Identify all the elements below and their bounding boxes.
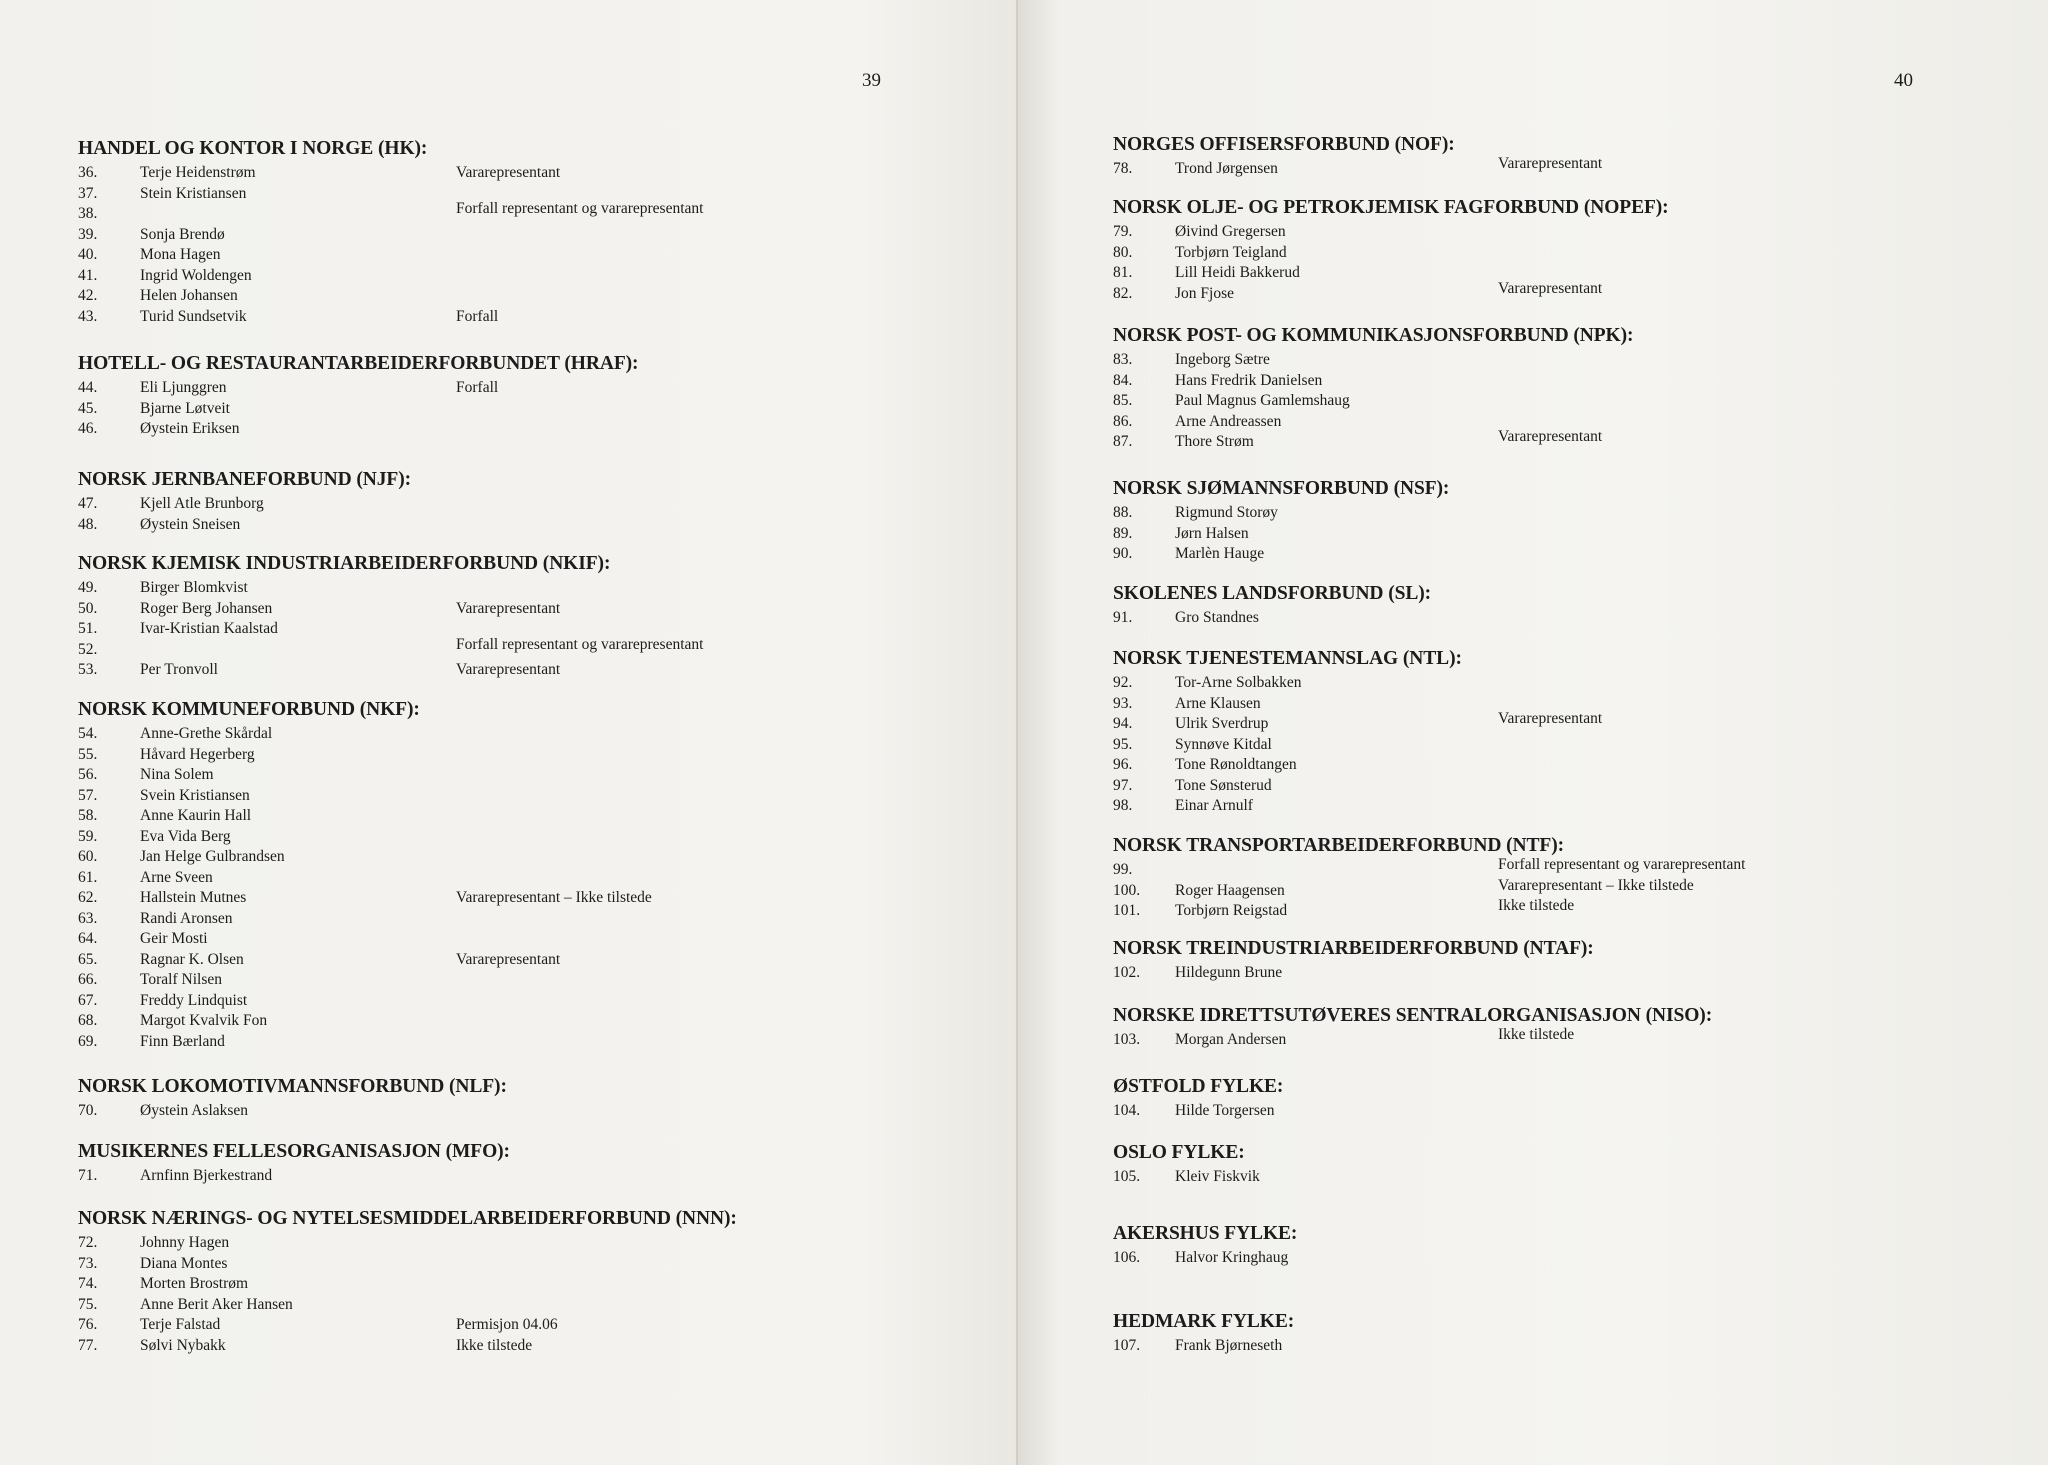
delegate-number: 85. bbox=[1113, 392, 1133, 409]
organization-section bbox=[1113, 133, 1973, 180]
delegate-number: 52. bbox=[78, 640, 98, 658]
delegate-name: Diana Montes bbox=[140, 1254, 228, 1272]
delegate-status-note: Vararepresentant bbox=[1498, 710, 1603, 727]
delegate-status-note: Vararepresentant bbox=[456, 950, 561, 968]
delegate-row bbox=[78, 1101, 938, 1122]
delegate-name: Sølvi Nybakk bbox=[140, 1336, 226, 1354]
organization-section bbox=[1113, 834, 1973, 922]
delegate-row bbox=[1113, 796, 1973, 817]
delegate-number: 39. bbox=[78, 225, 98, 243]
delegate-number: 57. bbox=[78, 786, 98, 804]
delegate-row bbox=[1113, 1167, 1973, 1188]
delegate-name: Håvard Hegerberg bbox=[140, 745, 255, 763]
section-heading: ØSTFOLD FYLKE: bbox=[1113, 1076, 1284, 1097]
delegate-name: Thore Strøm bbox=[1175, 433, 1254, 450]
delegate-name: Tor-Arne Solbakken bbox=[1175, 674, 1302, 691]
delegate-status-note: Vararepresentant – Ikke tilstede bbox=[456, 889, 652, 906]
delegate-row bbox=[78, 1166, 938, 1187]
delegate-number: 58. bbox=[78, 807, 98, 824]
delegate-name: Einar Arnulf bbox=[1175, 797, 1253, 814]
delegate-number: 68. bbox=[78, 1012, 98, 1029]
delegate-status-note: Vararepresentant bbox=[456, 164, 561, 181]
delegate-row bbox=[78, 970, 938, 991]
delegate-number: 84. bbox=[1113, 371, 1133, 389]
delegate-number: 55. bbox=[78, 745, 98, 763]
delegate-number: 81. bbox=[1113, 264, 1133, 281]
delegate-number: 106. bbox=[1113, 1249, 1141, 1266]
delegate-name: Anne Kaurin Hall bbox=[140, 807, 252, 824]
delegate-name: Johnny Hagen bbox=[140, 1234, 230, 1251]
delegate-row bbox=[78, 378, 938, 399]
delegate-name: Jørn Halsen bbox=[1175, 524, 1249, 542]
delegate-number: 66. bbox=[78, 971, 98, 988]
delegate-name: Øystein Aslaksen bbox=[140, 1102, 249, 1119]
delegate-name: Helen Johansen bbox=[140, 287, 238, 304]
delegate-number: 78. bbox=[1113, 160, 1133, 177]
delegate-row bbox=[78, 765, 938, 786]
delegate-number: 42. bbox=[78, 287, 98, 304]
delegate-row bbox=[78, 245, 938, 266]
organization-section bbox=[1113, 582, 1973, 629]
delegate-number: 75. bbox=[78, 1295, 98, 1313]
delegate-row bbox=[1113, 428, 1973, 453]
delegate-row bbox=[78, 266, 938, 287]
delegate-name: Øystein Eriksen bbox=[140, 420, 240, 437]
delegate-name: Bjarne Løtveit bbox=[140, 399, 230, 417]
organization-section bbox=[78, 468, 938, 535]
delegate-number: 46. bbox=[78, 420, 98, 437]
delegate-name: Nina Solem bbox=[140, 766, 214, 783]
delegate-number: 64. bbox=[78, 930, 98, 947]
delegate-row bbox=[78, 1254, 938, 1275]
delegate-name: Paul Magnus Gamlemshaug bbox=[1175, 392, 1350, 409]
delegate-number: 36. bbox=[78, 164, 98, 181]
delegate-name: Hallstein Mutnes bbox=[140, 889, 247, 906]
delegate-row bbox=[1113, 243, 1973, 264]
delegate-status-note: Forfall bbox=[456, 379, 499, 396]
organization-section bbox=[78, 137, 938, 327]
delegate-name: Tone Rønoldtangen bbox=[1175, 756, 1297, 773]
delegate-row bbox=[78, 1032, 938, 1053]
delegate-row bbox=[78, 724, 938, 745]
delegate-status-note: Vararepresentant bbox=[1498, 279, 1603, 297]
delegate-number: 105. bbox=[1113, 1168, 1141, 1185]
delegate-name: Morgan Andersen bbox=[1175, 1031, 1287, 1048]
delegate-name: Synnøve Kitdal bbox=[1175, 735, 1272, 753]
delegate-row bbox=[78, 200, 938, 225]
section-heading: NORSK KOMMUNEFORBUND (NKF): bbox=[78, 699, 420, 720]
delegate-name: Øystein Sneisen bbox=[140, 515, 241, 533]
delegate-name: Arne Klausen bbox=[1175, 694, 1261, 712]
delegate-row bbox=[78, 635, 938, 661]
delegate-name: Geir Mosti bbox=[140, 930, 208, 947]
organization-section bbox=[1113, 1222, 1973, 1269]
delegate-row bbox=[1113, 371, 1973, 392]
organization-section bbox=[78, 552, 938, 681]
delegate-row bbox=[78, 1315, 938, 1336]
delegate-row bbox=[78, 1233, 938, 1254]
delegate-row bbox=[1113, 963, 1973, 984]
organization-section bbox=[78, 1207, 938, 1356]
delegate-number: 40. bbox=[78, 246, 98, 263]
delegate-row bbox=[78, 419, 938, 440]
delegate-name: Turid Sundsetvik bbox=[140, 307, 247, 325]
section-heading: NORSK OLJE- OG PETROKJEMISK FAGFORBUND (NOPEF): bbox=[1113, 197, 1669, 218]
delegate-name: Øivind Gregersen bbox=[1175, 223, 1286, 240]
section-heading: NORSKE IDRETTSUTØVERES SENTRALORGANISASJON (NISO): bbox=[1113, 1005, 1713, 1026]
delegate-name: Kleiv Fiskvik bbox=[1175, 1168, 1260, 1185]
delegate-status-note: Forfall representant og vararepresentant bbox=[1498, 856, 1746, 873]
right-page bbox=[1018, 0, 2048, 1465]
delegate-row bbox=[78, 847, 938, 868]
delegate-name: Ivar-Kristian Kaalstad bbox=[140, 620, 278, 637]
delegate-name: Frank Bjørneseth bbox=[1175, 1337, 1283, 1354]
delegate-status-note: Ikke tilstede bbox=[456, 1336, 533, 1354]
delegate-number: 97. bbox=[1113, 776, 1133, 794]
organization-section bbox=[1113, 647, 1973, 817]
delegate-name: Ingrid Woldengen bbox=[140, 266, 252, 284]
delegate-row bbox=[78, 806, 938, 827]
delegate-number: 47. bbox=[78, 495, 98, 512]
delegate-number: 91. bbox=[1113, 609, 1133, 626]
delegate-row bbox=[1113, 155, 1973, 180]
organization-section bbox=[78, 1075, 938, 1122]
left-page bbox=[0, 0, 1018, 1465]
delegate-status-note: Vararepresentant bbox=[1498, 428, 1603, 445]
delegate-number: 96. bbox=[1113, 756, 1133, 773]
section-heading: MUSIKERNES FELLESORGANISASJON (MFO): bbox=[78, 1141, 510, 1162]
delegate-number: 69. bbox=[78, 1032, 98, 1050]
delegate-number: 49. bbox=[78, 579, 98, 596]
delegate-name: Per Tronvoll bbox=[140, 661, 218, 678]
delegate-number: 71. bbox=[78, 1167, 98, 1184]
section-heading: SKOLENES LANDSFORBUND (SL): bbox=[1113, 583, 1432, 604]
organization-section bbox=[78, 1140, 938, 1187]
delegate-status-note: Forfall representant og vararepresentant bbox=[456, 635, 704, 653]
delegate-number: 61. bbox=[78, 868, 98, 886]
organization-section bbox=[1113, 1310, 1973, 1357]
delegate-row bbox=[78, 1274, 938, 1295]
delegate-number: 90. bbox=[1113, 545, 1133, 562]
organization-section bbox=[1113, 477, 1973, 565]
delegate-number: 54. bbox=[78, 725, 98, 742]
delegate-number: 83. bbox=[1113, 351, 1133, 368]
delegate-name: Kjell Atle Brunborg bbox=[140, 495, 264, 512]
section-heading: HOTELL- OG RESTAURANTARBEIDERFORBUNDET (HRAF): bbox=[78, 353, 639, 374]
delegate-number: 48. bbox=[78, 515, 98, 533]
delegate-name: Roger Haagensen bbox=[1175, 881, 1285, 899]
section-heading: NORSK POST- OG KOMMUNIKASJONSFORBUND (NPK): bbox=[1113, 325, 1634, 346]
delegate-number: 102. bbox=[1113, 964, 1141, 981]
delegate-row bbox=[78, 888, 938, 909]
delegate-number: 95. bbox=[1113, 735, 1133, 753]
delegate-name: Halvor Kringhaug bbox=[1175, 1249, 1289, 1266]
section-heading: NORSK NÆRINGS- OG NYTELSESMIDDELARBEIDERFORBUND (NNN): bbox=[78, 1208, 737, 1229]
delegate-name: Torbjørn Teigland bbox=[1175, 243, 1287, 261]
delegate-row bbox=[1113, 391, 1973, 412]
section-heading: NORSK JERNBANEFORBUND (NJF): bbox=[78, 469, 412, 490]
delegate-name: Hildegunn Brune bbox=[1175, 964, 1283, 981]
delegate-row bbox=[78, 515, 938, 536]
delegate-number: 56. bbox=[78, 766, 98, 783]
delegate-name: Marlèn Hauge bbox=[1175, 545, 1265, 562]
delegate-status-note: Vararepresentant bbox=[456, 599, 561, 617]
delegate-status-note: Forfall bbox=[456, 307, 499, 325]
delegate-number: 88. bbox=[1113, 504, 1133, 521]
delegate-number: 94. bbox=[1113, 715, 1133, 732]
delegate-number: 93. bbox=[1113, 694, 1133, 712]
delegate-name: Svein Kristiansen bbox=[140, 786, 250, 804]
section-heading: HEDMARK FYLKE: bbox=[1113, 1311, 1295, 1332]
delegate-name: Jan Helge Gulbrandsen bbox=[140, 848, 285, 865]
delegate-number: 53. bbox=[78, 661, 98, 678]
delegate-name: Jon Fjose bbox=[1175, 284, 1234, 302]
delegate-name: Terje Falstad bbox=[140, 1316, 221, 1333]
delegate-number: 100. bbox=[1113, 881, 1141, 899]
page-number: 40 bbox=[1894, 70, 1913, 91]
delegate-status-note: Forfall representant og vararepresentant bbox=[456, 200, 704, 217]
delegate-name: Eva Vida Berg bbox=[140, 827, 231, 845]
delegate-name: Freddy Lindquist bbox=[140, 991, 248, 1009]
delegate-number: 104. bbox=[1113, 1102, 1141, 1119]
delegate-name: Anne Berit Aker Hansen bbox=[140, 1295, 293, 1313]
delegate-row bbox=[78, 827, 938, 848]
delegate-row bbox=[78, 786, 938, 807]
delegate-row bbox=[78, 578, 938, 599]
delegate-name: Margot Kvalvik Fon bbox=[140, 1012, 268, 1029]
delegate-number: 73. bbox=[78, 1254, 98, 1272]
section-heading: HANDEL OG KONTOR I NORGE (HK): bbox=[78, 138, 428, 159]
section-heading: NORSK SJØMANNSFORBUND (NSF): bbox=[1113, 478, 1450, 499]
delegate-number: 79. bbox=[1113, 223, 1133, 240]
delegate-name: Finn Bærland bbox=[140, 1032, 225, 1050]
delegate-name: Arne Sveen bbox=[140, 868, 213, 886]
delegate-row bbox=[78, 929, 938, 950]
delegate-number: 60. bbox=[78, 848, 98, 865]
delegate-number: 45. bbox=[78, 399, 98, 417]
delegate-name: Hans Fredrik Danielsen bbox=[1175, 371, 1323, 389]
organization-section bbox=[1113, 937, 1973, 984]
delegate-name: Ulrik Sverdrup bbox=[1175, 715, 1269, 732]
organization-section bbox=[78, 352, 938, 440]
delegate-row bbox=[1113, 776, 1973, 797]
organization-section bbox=[1113, 1004, 1973, 1051]
section-heading: OSLO FYLKE: bbox=[1113, 1142, 1245, 1163]
delegate-number: 65. bbox=[78, 950, 98, 968]
delegate-row bbox=[1113, 279, 1973, 305]
delegate-status-note: Ikke tilstede bbox=[1498, 1026, 1575, 1043]
organization-section bbox=[1113, 196, 1973, 304]
delegate-row bbox=[1113, 1026, 1973, 1051]
delegate-row bbox=[78, 399, 938, 420]
page-number: 39 bbox=[862, 70, 881, 91]
delegate-name: Ragnar K. Olsen bbox=[140, 950, 244, 968]
delegate-row bbox=[78, 494, 938, 515]
section-heading: NORSK TRANSPORTARBEIDERFORBUND (NTF): bbox=[1113, 835, 1565, 856]
delegate-row bbox=[78, 1336, 938, 1357]
delegate-number: 77. bbox=[78, 1336, 98, 1354]
organization-section bbox=[1113, 1141, 1973, 1188]
delegate-row bbox=[78, 599, 938, 620]
delegate-name: Torbjørn Reigstad bbox=[1175, 902, 1288, 919]
delegate-number: 101. bbox=[1113, 902, 1141, 919]
delegate-number: 44. bbox=[78, 379, 98, 396]
delegate-number: 62. bbox=[78, 889, 98, 906]
delegate-status-note: Ikke tilstede bbox=[1498, 897, 1575, 914]
delegate-row bbox=[1113, 222, 1973, 243]
delegate-name: Stein Kristiansen bbox=[140, 184, 247, 202]
delegate-number: 103. bbox=[1113, 1031, 1141, 1048]
delegate-status-note: Vararepresentant bbox=[1498, 155, 1603, 172]
delegate-number: 87. bbox=[1113, 433, 1133, 450]
delegate-name: Toralf Nilsen bbox=[140, 971, 222, 988]
section-heading: NORSK LOKOMOTIVMANNSFORBUND (NLF): bbox=[78, 1076, 507, 1097]
delegate-number: 74. bbox=[78, 1275, 98, 1292]
delegate-row bbox=[1113, 608, 1973, 629]
delegate-number: 50. bbox=[78, 599, 98, 617]
delegate-number: 70. bbox=[78, 1102, 98, 1119]
delegate-row bbox=[1113, 710, 1973, 735]
delegate-row bbox=[78, 1295, 938, 1316]
section-heading: NORSK TREINDUSTRIARBEIDERFORBUND (NTAF): bbox=[1113, 938, 1594, 959]
delegate-row bbox=[78, 868, 938, 889]
section-heading: AKERSHUS FYLKE: bbox=[1113, 1223, 1298, 1244]
delegate-row bbox=[78, 909, 938, 930]
delegate-row bbox=[1113, 1336, 1973, 1357]
delegate-number: 80. bbox=[1113, 243, 1133, 261]
delegate-number: 89. bbox=[1113, 524, 1133, 542]
delegate-row bbox=[1113, 1248, 1973, 1269]
organization-section bbox=[1113, 1075, 1973, 1122]
delegate-row bbox=[78, 950, 938, 971]
delegate-number: 67. bbox=[78, 991, 98, 1009]
delegate-number: 99. bbox=[1113, 861, 1133, 878]
delegate-status-note: Vararepresentant – Ikke tilstede bbox=[1498, 876, 1694, 894]
delegate-row bbox=[1113, 1101, 1973, 1122]
delegate-row bbox=[1113, 755, 1973, 776]
delegate-number: 98. bbox=[1113, 797, 1133, 814]
section-heading: NORSK TJENESTEMANNSLAG (NTL): bbox=[1113, 648, 1462, 669]
delegate-name: Ingeborg Sætre bbox=[1175, 351, 1270, 368]
delegate-number: 59. bbox=[78, 827, 98, 845]
section-heading: NORGES OFFISERSFORBUND (NOF): bbox=[1113, 134, 1455, 155]
delegate-number: 92. bbox=[1113, 674, 1133, 691]
delegate-number: 43. bbox=[78, 307, 98, 325]
delegate-number: 63. bbox=[78, 909, 98, 927]
delegate-name: Lill Heidi Bakkerud bbox=[1175, 264, 1300, 281]
delegate-row bbox=[78, 163, 938, 184]
delegate-name: Roger Berg Johansen bbox=[140, 599, 273, 617]
delegate-number: 86. bbox=[1113, 412, 1133, 430]
delegate-row bbox=[1113, 503, 1973, 524]
delegate-name: Gro Standnes bbox=[1175, 609, 1259, 626]
delegate-name: Tone Sønsterud bbox=[1175, 776, 1272, 794]
delegate-number: 38. bbox=[78, 205, 98, 222]
organization-section bbox=[1113, 324, 1973, 453]
delegate-status-note: Vararepresentant bbox=[456, 661, 561, 678]
delegate-number: 76. bbox=[78, 1316, 98, 1333]
delegate-name: Arne Andreassen bbox=[1175, 412, 1282, 430]
delegate-name: Rigmund Storøy bbox=[1175, 504, 1278, 521]
delegate-name: Morten Brostrøm bbox=[140, 1275, 249, 1292]
delegate-row bbox=[1113, 524, 1973, 545]
organization-section bbox=[78, 698, 938, 1052]
delegate-status-note: Permisjon 04.06 bbox=[456, 1316, 558, 1333]
delegate-row bbox=[78, 660, 938, 681]
delegate-row bbox=[1113, 897, 1973, 922]
delegate-name: Arnfinn Bjerkestrand bbox=[140, 1167, 273, 1184]
delegate-name: Anne-Grethe Skårdal bbox=[140, 725, 273, 742]
delegate-row bbox=[1113, 735, 1973, 756]
delegate-row bbox=[1113, 544, 1973, 565]
delegate-name: Trond Jørgensen bbox=[1175, 160, 1278, 177]
delegate-number: 82. bbox=[1113, 284, 1133, 302]
delegate-name: Randi Aronsen bbox=[140, 909, 233, 927]
delegate-row bbox=[78, 225, 938, 246]
delegate-row bbox=[78, 745, 938, 766]
delegate-name: Birger Blomkvist bbox=[140, 579, 248, 596]
delegate-row bbox=[78, 1011, 938, 1032]
delegate-row bbox=[78, 991, 938, 1012]
delegate-name: Hilde Torgersen bbox=[1175, 1102, 1275, 1119]
delegate-name: Eli Ljunggren bbox=[140, 379, 227, 396]
delegate-name: Sonja Brendø bbox=[140, 225, 225, 243]
delegate-number: 37. bbox=[78, 184, 98, 202]
delegate-row bbox=[78, 286, 938, 307]
delegate-row bbox=[78, 307, 938, 328]
delegate-number: 51. bbox=[78, 620, 98, 637]
delegate-number: 72. bbox=[78, 1234, 98, 1251]
delegate-name: Mona Hagen bbox=[140, 246, 221, 263]
section-heading: NORSK KJEMISK INDUSTRIARBEIDERFORBUND (NKIF): bbox=[78, 553, 611, 574]
delegate-row bbox=[1113, 350, 1973, 371]
delegate-name: Terje Heidenstrøm bbox=[140, 164, 256, 181]
delegate-number: 107. bbox=[1113, 1337, 1141, 1354]
delegate-number: 41. bbox=[78, 266, 98, 284]
delegate-row bbox=[1113, 673, 1973, 694]
